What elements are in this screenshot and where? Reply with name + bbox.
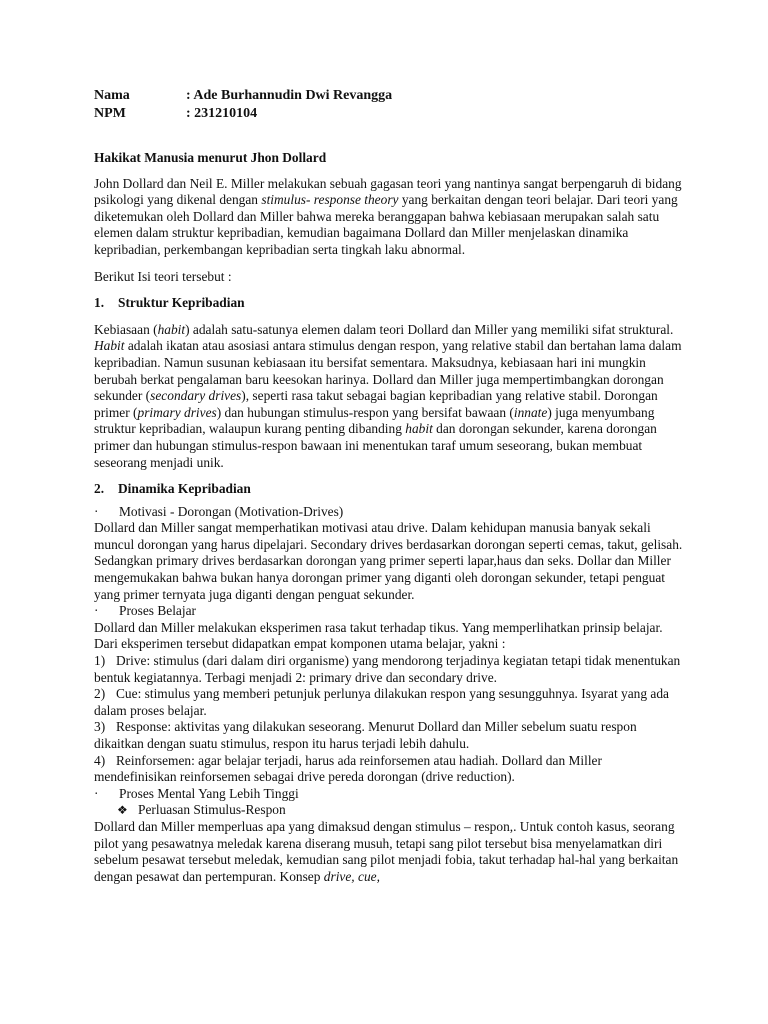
npm-value: : 231210104 (186, 106, 258, 121)
perluasan-paragraph: Dollard dan Miller memperluas apa yang dimaksud dengan stimulus – respon,. Untuk contoh kasus, seorang pilot yang pesawatnya meledak karena diserang musuh, tetapi sang pilot tersebut bisa menyelamatkan diri sebelum pesawat tersebut meledak, kemudian sang pilot menjadi fobia, takut terhadap hal-hal yang berkaitan dengan pesawat dan pertempuran. Konsep drive, cue, (94, 818, 679, 884)
name-value: : Ade Burhannudin Dwi Revangga (186, 88, 393, 103)
diamond-icon: ❖ (117, 803, 128, 818)
motivasi-bullet: · Motivasi - Dorongan (Motivation-Drives) (94, 503, 344, 519)
bullet-icon: · (94, 785, 99, 801)
section-1-paragraph: Kebiasaan (habit) adalah satu-satunya elemen dalam teori Dollard dan Miller yang memiliki sifat struktural. Habit adalah ikatan atau asosiasi antara stimulus dengan respon, yang relative stabil dan bertahan lama dalam kepribadian. Namun susunan kebiasaan itu bersifat sementara. Maksudnya, kebiasaan hari ini mungkin berubah berkat pengalaman baru keesokan harinya. Dollard dan Miller juga mempertimbangkan dorongan sekunder (secondary drives), seperti rasa takut sebagai bagian kepribadian yang relative stabil. Dorongan primer (primary drives) dan hubungan stimulus-respon yang bersifat bawaan (innate) juga menyumbang struktur kepribadian, walaupun kurang penting dibanding habit dan dorongan sekunder, karena dorongan primer dan hubungan stimulus-respon bawaan ini menentukan taraf umum seseorang, bukan membuat seseorang menjadi unik. (94, 321, 682, 470)
komponen-intro: Dari eksperimen tersebut didapatkan empat komponen utama belajar, yakni : (94, 636, 506, 652)
list-item: 3) Response: aktivitas yang dilakukan seseorang. Menurut Dollard dan Miller sebelum suatu respon dikaitkan dengan suatu stimulus, respon itu harus terjadi lebih dahulu. (94, 719, 637, 751)
document-title: Hakikat Manusia menurut Jhon Dollard (94, 150, 327, 165)
name-row (94, 87, 684, 105)
proses-belajar-paragraph: Dollard dan Miller melakukan eksperimen rasa takut terhadap tikus. Yang memperlihatkan prinsip belajar. (94, 619, 663, 635)
bullet-icon: · (94, 603, 99, 619)
intro-paragraph: John Dollard dan Neil E. Miller melakukan sebuah gagasan teori yang nantinya sangat berpengaruh di bidang psikologi yang dikenal dengan stimulus- response theory yang berkaitan dengan teori belajar. Dari teori yang diketemukan oleh Dollard dan Miller bahwa mereka beranggapan bahwa kebiasaan merupakan salah satu elemen dalam struktur kepribadian, kemudian bagaimana Dollard dan Miller menjelaskan dinamika kepribadian, perkembangan kepribadian serta tingkah laku abnormal. (94, 175, 682, 257)
bullet-icon: · (94, 503, 99, 519)
npm-row (94, 105, 684, 123)
proses-belajar-bullet: · Proses Belajar (94, 603, 196, 619)
list-item: 4) Reinforsemen: agar belajar terjadi, harus ada reinforsemen atau hadiah. Dollard dan Miller mendefinisikan reinforsemen sebagai drive pereda dorongan (drive reduction). (94, 752, 602, 785)
name-label: Nama (94, 88, 130, 103)
section-2-heading: 2. Dinamika Kepribadian (94, 481, 251, 497)
perluasan-bullet: ❖ Perluasan Stimulus-Respon (117, 802, 286, 818)
proses-mental-bullet: · Proses Mental Yang Lebih Tinggi (94, 785, 299, 801)
section-1-heading: 1. Struktur Kepribadian (94, 295, 245, 311)
npm-label: NPM (94, 106, 126, 121)
berikut-line: Berikut Isi teori tersebut : (94, 268, 232, 284)
document-page (94, 87, 684, 885)
list-item: 1) Drive: stimulus (dari dalam diri organisme) yang mendorong terjadinya kegiatan tetapi tidak menentukan bentuk kegiatannya. Terbagi menjadi 2: primary drive dan secondary drive. (94, 653, 681, 685)
motivasi-paragraph: Dollard dan Miller sangat memperhatikan motivasi atau drive. Dalam kehidupan manusia banyak sekali muncul dorongan yang harus dipelajari. Secondary drives berdasarkan dorongan seperti cemas, takut, gelisah. Sedangkan primary drives berdasarkan dorongan yang primer seperti lapar,haus dan seks. Dollar dan Miller mengemukakan bahwa bukan hanya dorongan primer yang diganti oleh dorongan sekunder, tetapi penguat yang primer ternyata juga diganti dengan penguat sekunder. (94, 520, 683, 602)
list-item: 2) Cue: stimulus yang memberi petunjuk perlunya dilakukan respon yang sesungguhnya. Isyarat yang ada dalam proses belajar. (94, 686, 669, 718)
